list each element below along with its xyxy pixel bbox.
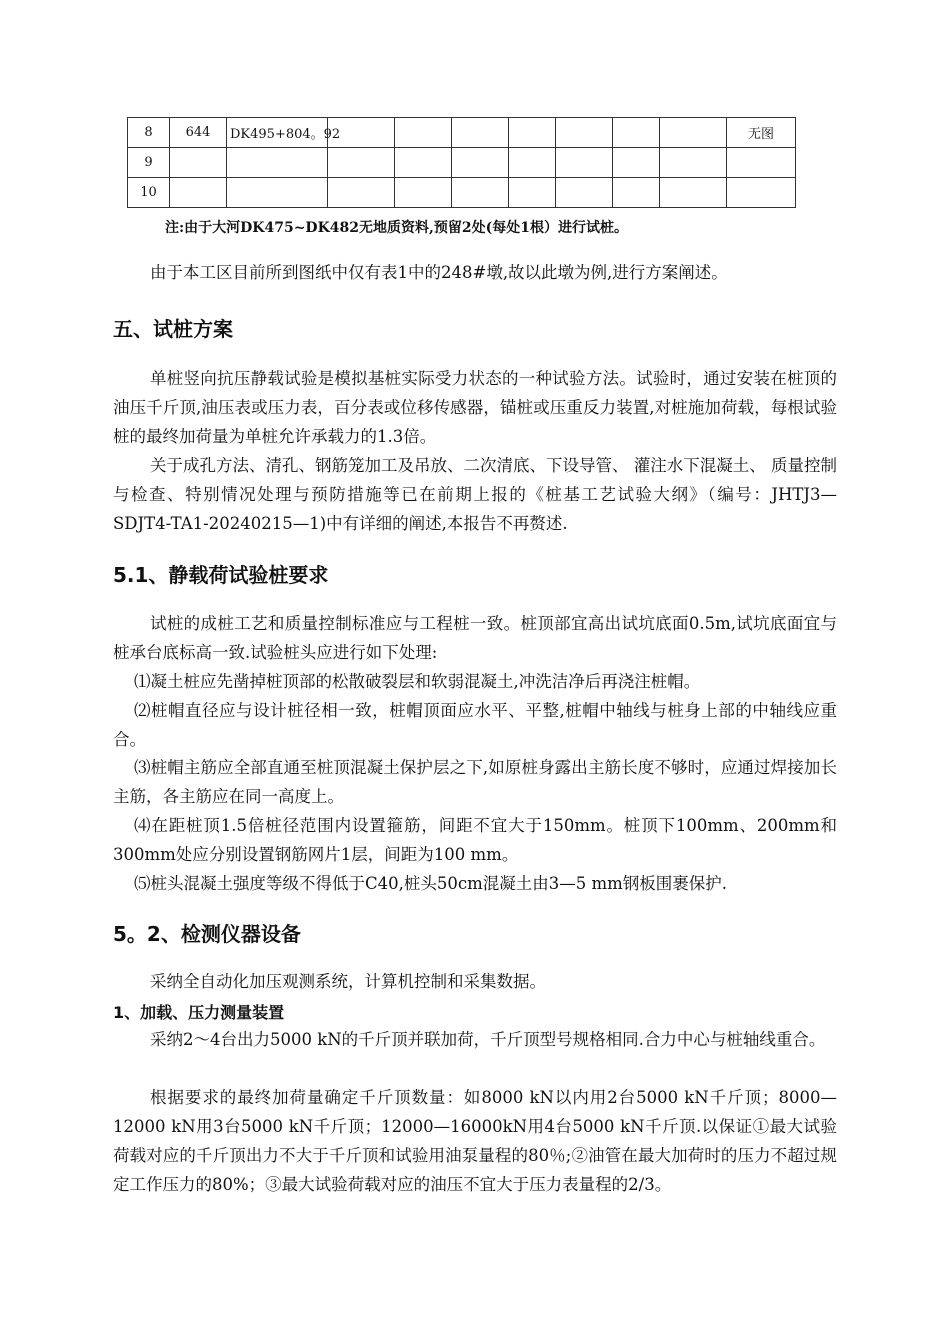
table-cell — [613, 148, 660, 178]
table-cell — [509, 118, 556, 148]
table-cell — [556, 148, 613, 178]
table-cell — [395, 178, 452, 208]
table-cell: 644 — [170, 118, 227, 148]
table-cell — [509, 148, 556, 178]
table-cell — [452, 178, 509, 208]
table-row — [128, 148, 796, 178]
table-cell — [613, 118, 660, 148]
table-cell — [556, 118, 613, 148]
table-cell — [660, 148, 727, 178]
section-5-1-paragraph: 试桩的成桩工艺和质量控制标准应与工程桩一致。桩顶部宜高出试坑底面0.5m,试坑底面宜与桩承台底标高一致.试验桩头应进行如下处理: — [113, 614, 837, 662]
table-cell — [227, 148, 328, 178]
section-5-heading: 五、试桩方案 — [113, 317, 233, 341]
table-cell — [509, 178, 556, 208]
table-cell — [395, 118, 452, 148]
table-cell — [328, 148, 395, 178]
section-5-paragraph-1: 单桩竖向抗压静载试验是模拟基桩实际受力状态的一种试验方法。试验时，通过安装在桩顶的油压千斤顶,油压表或压力表，百分表或位移传感器，锚桩或压重反力装置,对桩施加荷载，每根试验桩的最终加荷量为单桩允许承载力的1.3倍。 — [113, 369, 837, 446]
table-cell — [395, 148, 452, 178]
table-row — [128, 118, 796, 148]
table-cell: 8 — [128, 118, 170, 148]
requirement-item-2: ⑵桩帽直径应与设计桩径相一致，桩帽顶面应水平、平整,桩帽中轴线与桩身上部的中轴线应重合。 — [113, 701, 837, 749]
table-body — [128, 118, 796, 208]
table-cell — [170, 148, 227, 178]
requirement-item-4: ⑷在距桩顶1.5倍桩径范围内设置箍筋，间距不宜大于150mm。桩顶下100mm、200mm和300mm处应分别设置钢筋网片1层，间距为100 mm。 — [113, 816, 837, 864]
section-5-2-heading: 5。2、检测仪器设备 — [113, 922, 301, 946]
table-note: 注:由于大河DK475~DK482无地质资料,预留2处(每处1根）进行试桩。 — [165, 220, 628, 236]
table-cell: 10 — [128, 178, 170, 208]
table-cell — [660, 178, 727, 208]
section-5-1-heading: 5.1、静载荷试验桩要求 — [113, 563, 329, 587]
table-cell — [452, 118, 509, 148]
pile-table — [127, 117, 796, 208]
table-cell — [727, 178, 796, 208]
table-cell — [170, 178, 227, 208]
table-cell — [556, 178, 613, 208]
loading-device-subheading: 1、加载、压力测量装置 — [113, 1003, 285, 1022]
requirement-item-1: ⑴凝土桩应先凿掉桩顶部的松散破裂层和软弱混凝土,冲洗洁净后再浇注桩帽。 — [134, 672, 701, 691]
table-row — [128, 178, 796, 208]
table-cell: 9 — [128, 148, 170, 178]
table-cell — [227, 178, 328, 208]
table-cell — [613, 178, 660, 208]
requirement-item-3: ⑶桩帽主筋应全部直通至桩顶混凝土保护层之下,如原桩身露出主筋长度不够时，应通过焊接加长主筋，各主筋应在同一高度上。 — [113, 758, 837, 806]
table-cell: DK495+804。92 — [227, 118, 328, 148]
section-5-2-paragraph-1: 采纳全自动化加压观测系统，计算机控制和采集数据。 — [150, 972, 546, 991]
intro-paragraph: 由于本工区目前所到图纸中仅有表1中的248#墩,故以此墩为例,进行方案阐述。 — [150, 263, 728, 282]
section-5-2-paragraph-2: 采纳2～4台出力5000 kN的千斤顶并联加荷，千斤顶型号规格相同.合力中心与桩轴线重合。 — [150, 1030, 826, 1049]
table-cell — [328, 178, 395, 208]
section-5-2-paragraph-3: 根据要求的最终加荷量确定千斤顶数量：如8000 kN以内用2台5000 kN千斤顶；8000—12000 kN用3台5000 kN千斤顶；12000—16000kN用4台5000 kN千斤顶.以保证①最大试验荷载对应的千斤顶出力不大于千斤顶和试验用油泵量程的80％;②油管在最大加荷时的压力不超过规定工作压力的80%；③最大试验荷载对应的油压不宜大于压力表量程的2/3。 — [113, 1088, 837, 1194]
table-cell — [660, 118, 727, 148]
table-cell — [452, 148, 509, 178]
requirement-item-5: ⑸桩头混凝土强度等级不得低于C40,桩头50cm混凝土由3—5 mm钢板围裹保护. — [134, 874, 728, 893]
table-cell — [727, 148, 796, 178]
section-5-paragraph-2: 关于成孔方法、清孔、钢筋笼加工及吊放、二次清底、下设导管、 灌注水下混凝土、 质量控制与检查、特别情况处理与预防措施等已在前期上报的《桩基工艺试验大纲》（编号：JHTJ3—SDJT4-TA1-20240215—1)中有详细的阐述,本报告不再赘述. — [113, 456, 837, 533]
table-cell: 无图 — [727, 118, 796, 148]
